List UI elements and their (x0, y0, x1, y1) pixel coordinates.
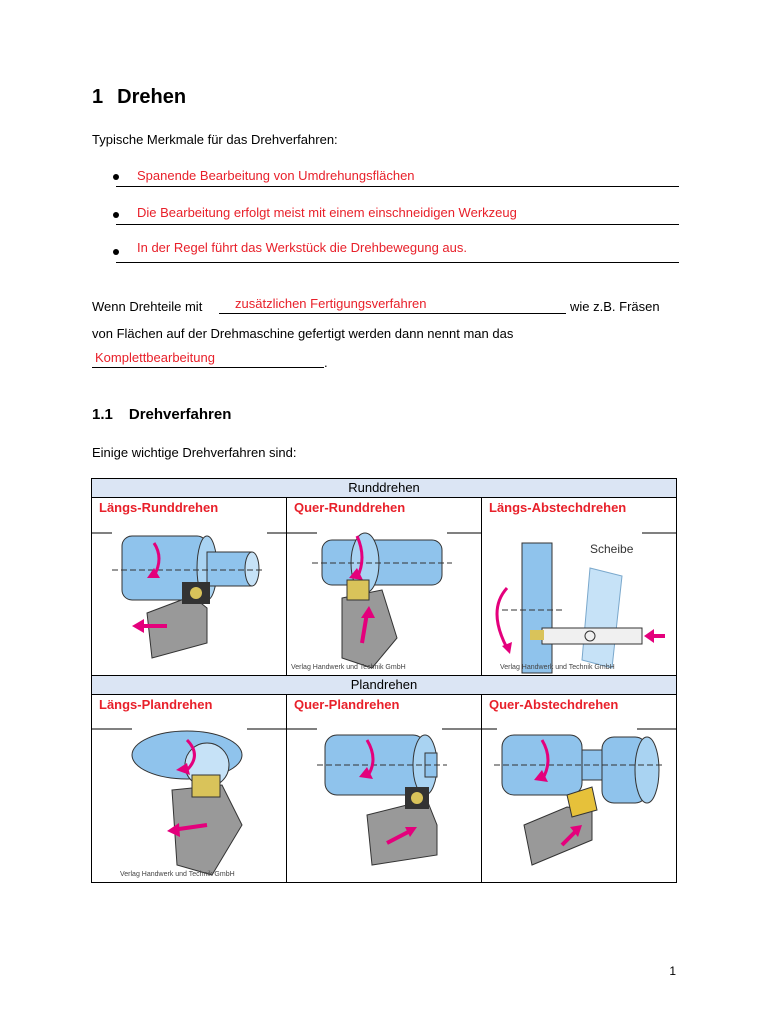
answer-line-2 (116, 224, 679, 225)
page-heading (92, 86, 186, 109)
section-title: Drehverfahren (128, 406, 232, 423)
cell-quer-runddrehen (287, 498, 482, 676)
section-heading (92, 406, 231, 423)
fill-answer-2: Komplettbearbeitung (95, 350, 215, 365)
paragraph-part3: von Flächen auf der Drehmaschine gefertigt werden dann nennt man das (92, 326, 514, 341)
fill-answer-1: zusätzlichen Fertigungsverfahren (235, 296, 427, 311)
paragraph-part2: wie z.B. Fräsen (570, 299, 660, 314)
group-header-plandrehen: Plandrehen (92, 676, 677, 695)
quer-runddrehen-illustration (287, 518, 482, 678)
process-table (91, 478, 677, 883)
laengs-abstechdrehen-illustration (482, 518, 677, 678)
cell-laengs-abstechdrehen (482, 498, 677, 676)
cell-laengs-runddrehen (92, 498, 287, 676)
cell-quer-abstechdrehen (482, 695, 677, 883)
scheibe-label: Scheibe (590, 542, 634, 556)
paragraph-end: . (324, 355, 328, 370)
bullet-dot (113, 212, 119, 218)
page-number: 1 (669, 964, 676, 978)
cell-title: Längs-Abstechdrehen (489, 500, 627, 515)
bullet-dot (113, 249, 119, 255)
bullet-answer-3: In der Regel führt das Werkstück die Drehbewegung aus. (137, 240, 467, 255)
cell-laengs-plandrehen (92, 695, 287, 883)
quer-plandrehen-illustration (287, 715, 482, 885)
image-credit: Verlag Handwerk und Technik GmbH (291, 664, 406, 671)
quer-abstechdrehen-illustration (482, 715, 677, 885)
laengs-plandrehen-illustration (92, 715, 287, 885)
image-credit: Verlag Handwerk und Technik GmbH (120, 871, 235, 878)
group-header-runddrehen: Runddrehen (92, 479, 677, 498)
bullet-dot (113, 174, 119, 180)
cell-title: Quer-Plandrehen (294, 697, 400, 712)
image-credit: Verlag Handwerk und Technik GmbH (500, 664, 615, 671)
cell-title: Längs-Runddrehen (99, 500, 219, 515)
bullet-answer-1: Spanende Bearbeitung von Umdrehungsflächen (137, 168, 415, 183)
intro-text: Typische Merkmale für das Drehverfahren: (92, 132, 338, 147)
paragraph-part1: Wenn Drehteile mit (92, 299, 203, 314)
cell-title: Längs-Plandrehen (99, 697, 213, 712)
answer-line-3 (116, 262, 679, 263)
section-number: 1.1 (92, 406, 113, 423)
fill-line-1 (219, 313, 566, 314)
cell-title: Quer-Abstechdrehen (489, 697, 619, 712)
answer-line-1 (116, 186, 679, 187)
cell-quer-plandrehen (287, 695, 482, 883)
bullet-answer-2: Die Bearbeitung erfolgt meist mit einem einschneidigen Werkzeug (137, 205, 517, 220)
section-intro: Einige wichtige Drehverfahren sind: (92, 445, 297, 460)
fill-line-2 (92, 367, 324, 368)
cell-title: Quer-Runddrehen (294, 500, 406, 515)
laengs-runddrehen-illustration (92, 518, 287, 678)
heading-number: 1 (92, 86, 104, 108)
heading-title: Drehen (117, 86, 187, 108)
